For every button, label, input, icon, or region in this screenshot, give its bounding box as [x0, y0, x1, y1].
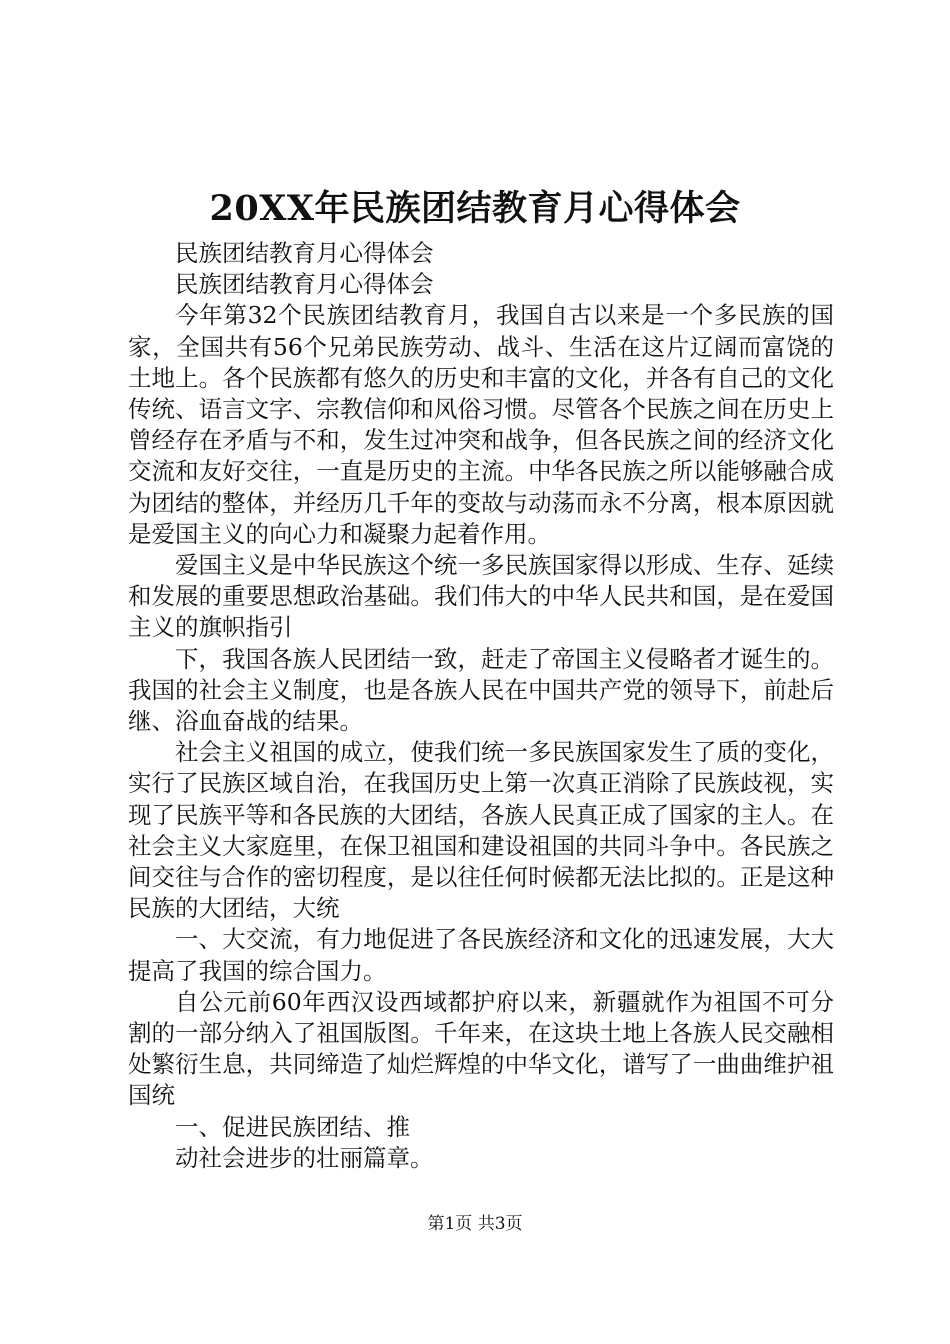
- paragraph-subtitle: 民族团结教育月心得体会: [175, 239, 434, 267]
- paragraph: 下，我国各族人民团结一致，赶走了帝国主义侵略者才诞生的。我国的社会主义制度，也是各族人民在中国共产党的领导下，前赴后继、浴血奋战的结果。: [128, 644, 834, 736]
- document-body: [128, 238, 834, 1174]
- paragraph-no-indent: 动社会进步的壮丽篇章。: [175, 1143, 434, 1172]
- paragraph: 一、促进民族团结、推: [175, 1112, 410, 1141]
- page-number-footer: 第1页 共3页: [427, 1214, 523, 1234]
- paragraph: 今年第32个民族团结教育月，我国自古以来是一个多民族的国家，全国共有56个兄弟民族劳动、战斗、生活在这片辽阔而富饶的土地上。各个民族都有悠久的历史和丰富的文化，并各有自己的文化传统、语言文字、宗教信仰和风俗习惯。尽管各个民族之间在历史上曾经存在矛盾与不和，发生过冲突和战争，但各民族之间的经济文化交流和友好交往，一直是历史的主流。中华各民族之所以能够融合成为团结的整体，并经历几千年的变故与动荡而永不分离，根本原因就是爱国主义的向心力和凝聚力起着作用。: [128, 301, 834, 548]
- paragraph: 社会主义祖国的成立，使我们统一多民族国家发生了质的变化，实行了民族区域自治，在我国历史上第一次真正消除了民族歧视，实现了民族平等和各民族的大团结，各族人民真正成了国家的主人。在社会主义大家庭里，在保卫祖国和建设祖国的共同斗争中。各民族之间交往与合作的密切程度，是以往任何时候都无法比拟的。正是这种民族的大团结，大统: [128, 738, 834, 923]
- paragraph: 自公元前60年西汉设西域都护府以来，新疆就作为祖国不可分割的一部分纳入了祖国版图。千年来，在这块土地上各族人民交融相处繁衍生息，共同缔造了灿烂辉煌的中华文化，谱写了一曲曲维护祖国统: [128, 987, 834, 1110]
- paragraph-subtitle-repeat: 民族团结教育月心得体会: [175, 270, 434, 299]
- paragraph: 爱国主义是中华民族这个统一多民族国家得以形成、生存、延续和发展的重要思想政治基础。我们伟大的中华人民共和国，是在爱国主义的旗帜指引: [128, 551, 834, 642]
- document-title: 20XX年民族团结教育月心得体会: [209, 188, 741, 229]
- paragraph: 一、大交流，有力地促进了各民族经济和文化的迅速发展，大大提高了我国的综合国力。: [128, 925, 834, 985]
